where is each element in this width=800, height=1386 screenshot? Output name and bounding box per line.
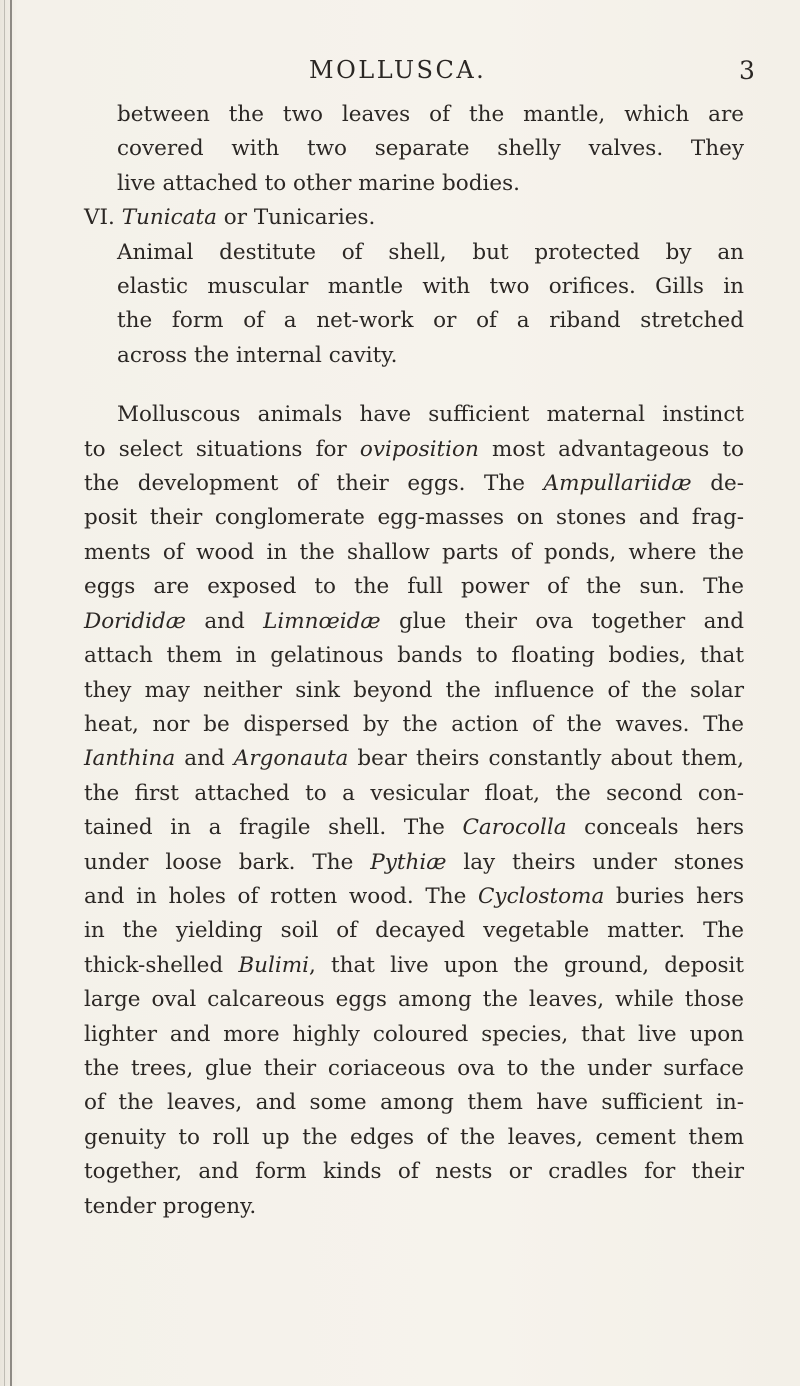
text-line: heat, nor be dispersed by the action of the waves. The bbox=[84, 711, 744, 737]
italic-term: oviposition bbox=[359, 436, 479, 462]
text-line: the trees, glue their coriaceous ova to the under surface bbox=[84, 1055, 744, 1081]
text-line: the form of a net-work or of a riband stretched bbox=[117, 308, 744, 334]
text-line: under loose bark. The Pythiæ lay theirs under stones bbox=[84, 849, 744, 875]
section-heading-vi bbox=[84, 201, 744, 235]
text-line: tender progeny. bbox=[84, 1193, 257, 1219]
text-line: together, and form kinds of nests or cradles for their bbox=[84, 1159, 744, 1185]
text-line: Animal destitute of shell, but protected by an bbox=[117, 239, 744, 265]
text-line: attach them in gelatinous bands to floating bodies, that bbox=[84, 643, 744, 669]
text-line: tained in a fragile shell. The Carocolla conceals hers bbox=[84, 815, 745, 841]
text-line: the first attached to a vesicular float, the second con- bbox=[84, 780, 744, 806]
text-line: the development of their eggs. The Ampullariidæ de- bbox=[84, 471, 744, 497]
taxon-name: Argonauta bbox=[233, 746, 349, 772]
text-line: genuity to roll up the edges of the leaves, cement them bbox=[84, 1124, 744, 1150]
text-line: elastic muscular mantle with two orifices. Gills in bbox=[117, 274, 744, 300]
text-line: Ianthina and Argonauta bear theirs constantly about them, bbox=[84, 746, 744, 772]
text-line: in the yielding soil of decayed vegetable matter. The bbox=[84, 918, 744, 944]
text-line: posit their conglomerate egg-masses on stones and frag- bbox=[84, 505, 744, 531]
text-line: thick-shelled Bulimi, that live upon the ground, deposit bbox=[84, 952, 744, 978]
body-text bbox=[84, 98, 744, 1224]
taxon-name: Dorididæ bbox=[84, 608, 186, 634]
paragraph-gap bbox=[84, 373, 744, 398]
section-heading-rest: or Tunicaries. bbox=[216, 205, 376, 231]
text-line: of the leaves, and some among them have sufficient in- bbox=[84, 1090, 744, 1116]
text-line: live attached to other marine bodies. bbox=[117, 170, 520, 196]
text-line: between the two leaves of the mantle, which are bbox=[117, 102, 744, 127]
taxon-name: Bulimi bbox=[238, 952, 309, 978]
taxon-name: Tunicata bbox=[121, 205, 217, 231]
page-number: 3 bbox=[739, 56, 755, 85]
text-line: to select situations for oviposition most advantageous to bbox=[84, 436, 744, 462]
text-line: they may neither sink beyond the influence of the solar bbox=[84, 677, 744, 703]
taxon-name: Limnœidæ bbox=[263, 608, 381, 634]
text-line: and in holes of rotten wood. The Cyclostoma buries hers bbox=[84, 883, 744, 909]
text-line: lighter and more highly coloured species, that live upon bbox=[84, 1021, 744, 1047]
text-line: ments of wood in the shallow parts of ponds, where the bbox=[84, 539, 744, 565]
text-line: covered with two separate shelly valves. They bbox=[117, 136, 744, 162]
binding-edge-shadow bbox=[4, 0, 5, 1386]
text-line: Molluscous animals have sufficient maternal instinct bbox=[117, 402, 744, 428]
taxon-name: Ianthina bbox=[84, 746, 176, 772]
taxon-name: Ampullariidæ bbox=[543, 471, 692, 497]
text-line: Dorididæ and Limnœidæ glue their ova together and bbox=[84, 608, 744, 634]
taxon-name: Carocolla bbox=[462, 815, 567, 841]
taxon-name: Cyclostoma bbox=[477, 883, 605, 909]
section-numeral: VI. bbox=[84, 205, 115, 231]
taxon-name: Pythiæ bbox=[370, 849, 447, 875]
running-head-title: MOLLUSCA. bbox=[309, 56, 487, 84]
running-head bbox=[0, 56, 800, 96]
text-line: eggs are exposed to the full power of the sun. The bbox=[84, 574, 744, 600]
binding-edge-line bbox=[10, 0, 12, 1386]
text-line: across the internal cavity. bbox=[117, 342, 398, 368]
text-line: large oval calcareous eggs among the leaves, while those bbox=[84, 987, 744, 1013]
